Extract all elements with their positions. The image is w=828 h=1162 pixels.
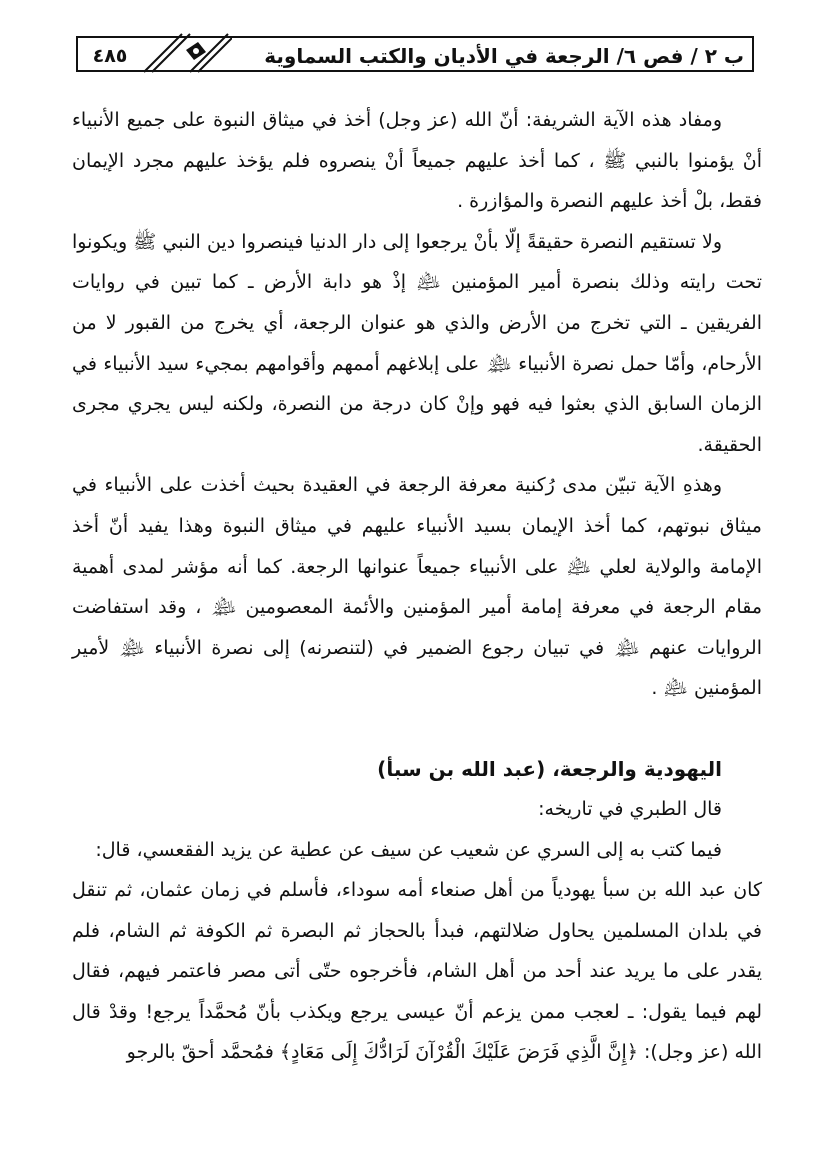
- section-title: اليهودية والرجعة، (عبد الله بن سبأ): [377, 756, 722, 781]
- running-head: ب ٢ / فص ٦/ الرجعة في الأديان والكتب السماوية: [264, 44, 744, 68]
- paragraph: ولا تستقيم النصرة حقيقةً إلّا بأنْ يرجعوا إلى دار الدنيا فينصروا دين النبي ﷺ ويكونوا تحت رايته وذلك بنصرة أمير المؤمنين ﵇ إذْ هو دابة الأرض ـ كما تبين في روايات الفريقين ـ التي تخرج من الأرض والذي هو عنوان الرجعة، أي يخرج من القبور لا من الأرحام، وأمّا حمل نصرة الأنبياء ﵈ على إبلاغهم أممهم وأقوامهم بمجيء سيد الأنبياء في الزمان السابق الذي بعثوا فيه فهو وإنْ كان درجة من النصرة، ولكنه ليس يجري مجرى الحقيقة.: [72, 230, 762, 456]
- section-intro: قال الطبري في تاريخه:: [538, 797, 722, 820]
- body-text: [72, 100, 762, 1073]
- paragraph: كان عبد الله بن سبأ يهودياً من أهل صنعاء أمه سوداء، فأسلم في زمان عثمان، ثم تنقل في بلدان المسلمين يحاول ضلالتهم، فبدأ بالحجاز ثم البصرة ثم الكوفة ثم الشام، فلم يقدر على ما يريد عند أحد من أهل الشام، فأخرجوه حتّى أتى مصر فاعتمر فيهم، فقال لهم فيما يقول: ـ لعجب ممن يزعم أنّ عيسى يرجع ويكذب بأنّ مُحمَّداً يرجع! وقدْ قال الله (عز وجل): ﴿إِنَّ الَّذِي فَرَضَ عَلَيْكَ الْقُرْآنَ لَرَادُّكَ إِلَى مَعَادٍ﴾ فمُحمَّد أحقّ بالرجو: [72, 879, 762, 1064]
- paragraph: ومفاد هذه الآية الشريفة: أنّ الله (عز وجل) أخذ في ميثاق النبوة على جميع الأنبياء أنْ يؤمنوا بالنبي ﷺ ، كما أخذ عليهم جميعاً أنْ ينصروه فلم يؤخذ عليهم مجرد الإيمان فقط، بلْ أخذ عليهم النصرة والمؤازرة .: [72, 109, 762, 213]
- ornament-icon: [142, 30, 232, 74]
- paragraph: فيما كتب به إلى السري عن شعيب عن سيف عن عطية عن يزيد الفقعسي، قال:: [95, 838, 722, 861]
- paragraph: وهذهِ الآية تبيّن مدى رُكنية معرفة الرجعة في العقيدة بحيث أخذت على الأنبياء في ميثاق نبوتهم، كما أخذ الإيمان بسيد الأنبياء عليهم في ميثاق النبوة وهذا يفيد أنّ أخذ الإمامة والولاية لعلي ﵇ على الأنبياء جميعاً عنوانها الرجعة. كما أنه مؤشر لمدى أهمية مقام الرجعة في معرفة إمامة أمير المؤمنين والأئمة المعصومين ﵈ ، وقد استفاضت الروايات عنهم ﵈ في تبيان رجوع الضمير في (لتنصرنه) إلى نصرة الأنبياء ﵈ لأمير المؤمنين ﵇ .: [72, 474, 762, 700]
- page-number: ٤٨٥: [92, 45, 128, 67]
- page-header: [76, 24, 754, 74]
